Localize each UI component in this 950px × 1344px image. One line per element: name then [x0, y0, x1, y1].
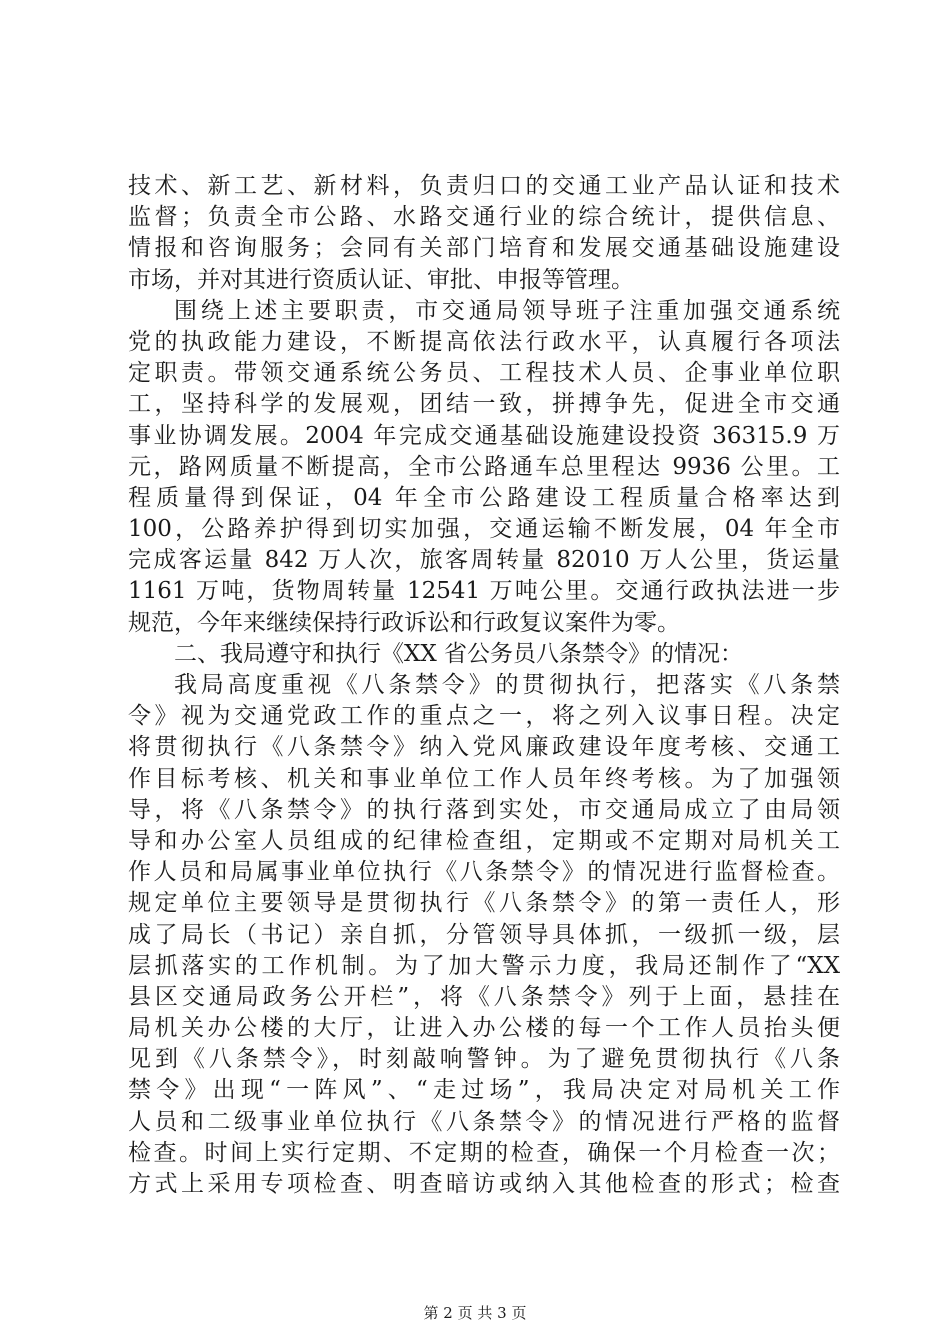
- text-line: 市场，并对其进行资质认证、审批、申报等管理。: [128, 266, 634, 293]
- document-body: [128, 171, 840, 1200]
- text-line: 事业协调发展。2004 年完成交通基础设施建设投资 36315.9 万: [128, 422, 840, 449]
- text-line: 导和办公室人员组成的纪律检查组，定期或不定期对局机关工: [128, 827, 840, 854]
- page-footer: 第 2 页 共 3 页: [423, 1304, 527, 1322]
- text-line: 技术、新工艺、新材料，负责归口的交通工业产品认证和技术: [128, 173, 840, 199]
- text-line: 县区交通局政务公开栏”，将《八条禁令》列于上面，悬挂在: [128, 983, 840, 1010]
- text-line: 检查。时间上实行定期、不定期的检查，确保一个月检查一次；: [128, 1139, 840, 1166]
- text-line: 程质量得到保证，04 年全市公路建设工程质量合格率达到: [128, 484, 840, 511]
- text-line: 100，公路养护得到切实加强，交通运输不断发展，04 年全市: [128, 516, 840, 543]
- text-line: 工，坚持科学的发展观，团结一致，拼搏争先，促进全市交通: [128, 391, 840, 418]
- text-line: 规范，今年来继续保持行政诉讼和行政复议案件为零。: [128, 609, 680, 636]
- text-line: 层抓落实的工作机制。为了加大警示力度，我局还制作了“XX: [128, 952, 840, 979]
- text-line: 局机关办公楼的大厅，让进入办公楼的每一个工作人员抬头便: [128, 1015, 840, 1042]
- text-line: 令》视为交通党政工作的重点之一，将之列入议事日程。决定: [128, 703, 840, 730]
- text-line: 定职责。带领交通系统公务员、工程技术人员、企事业单位职: [128, 360, 840, 387]
- text-line: 元，路网质量不断提高，全市公路通车总里程达 9936 公里。工: [128, 453, 840, 480]
- text-line: 人员和二级事业单位执行《八条禁令》的情况进行严格的监督: [128, 1108, 840, 1135]
- text-line: 禁令》出现“一阵风”、“走过场”，我局决定对局机关工作: [128, 1077, 840, 1104]
- text-line: 作人员和局属事业单位执行《八条禁令》的情况进行监督检查。: [128, 859, 840, 886]
- text-line: 规定单位主要领导是贯彻执行《八条禁令》的第一责任人，形: [128, 890, 840, 917]
- text-line: 1161 万吨，货物周转量 12541 万吨公里。交通行政执法进一步: [128, 578, 840, 605]
- text-line: 党的执政能力建设，不断提高依法行政水平，认真履行各项法: [128, 328, 840, 355]
- text-line: 成了局长（书记）亲自抓，分管领导具体抓，一级抓一级，层: [128, 921, 840, 948]
- text-line: 将贯彻执行《八条禁令》纳入党风廉政建设年度考核、交通工: [128, 734, 840, 761]
- text-line: 二、我局遵守和执行《XX 省公务员八条禁令》的情况：: [174, 640, 744, 667]
- text-line: 完成客运量 842 万人次，旅客周转量 82010 万人公里，货运量: [128, 547, 840, 574]
- text-line: 见到《八条禁令》，时刻敲响警钟。为了避免贯彻执行《八条: [128, 1046, 840, 1073]
- text-line: 方式上采用专项检查、明查暗访或纳入其他检查的形式；检查: [128, 1171, 840, 1197]
- text-line: 作目标考核、机关和事业单位工作人员年终考核。为了加强领: [128, 765, 840, 792]
- text-line: 围绕上述主要职责，市交通局领导班子注重加强交通系统: [174, 297, 840, 324]
- text-line: 导，将《八条禁令》的执行落到实处，市交通局成立了由局领: [128, 796, 840, 823]
- text-line: 我局高度重视《八条禁令》的贯彻执行，把落实《八条禁: [174, 672, 840, 698]
- text-line: 情报和咨询服务；会同有关部门培育和发展交通基础设施建设: [128, 235, 840, 262]
- text-line: 监督；负责全市公路、水路交通行业的综合统计，提供信息、: [128, 204, 840, 231]
